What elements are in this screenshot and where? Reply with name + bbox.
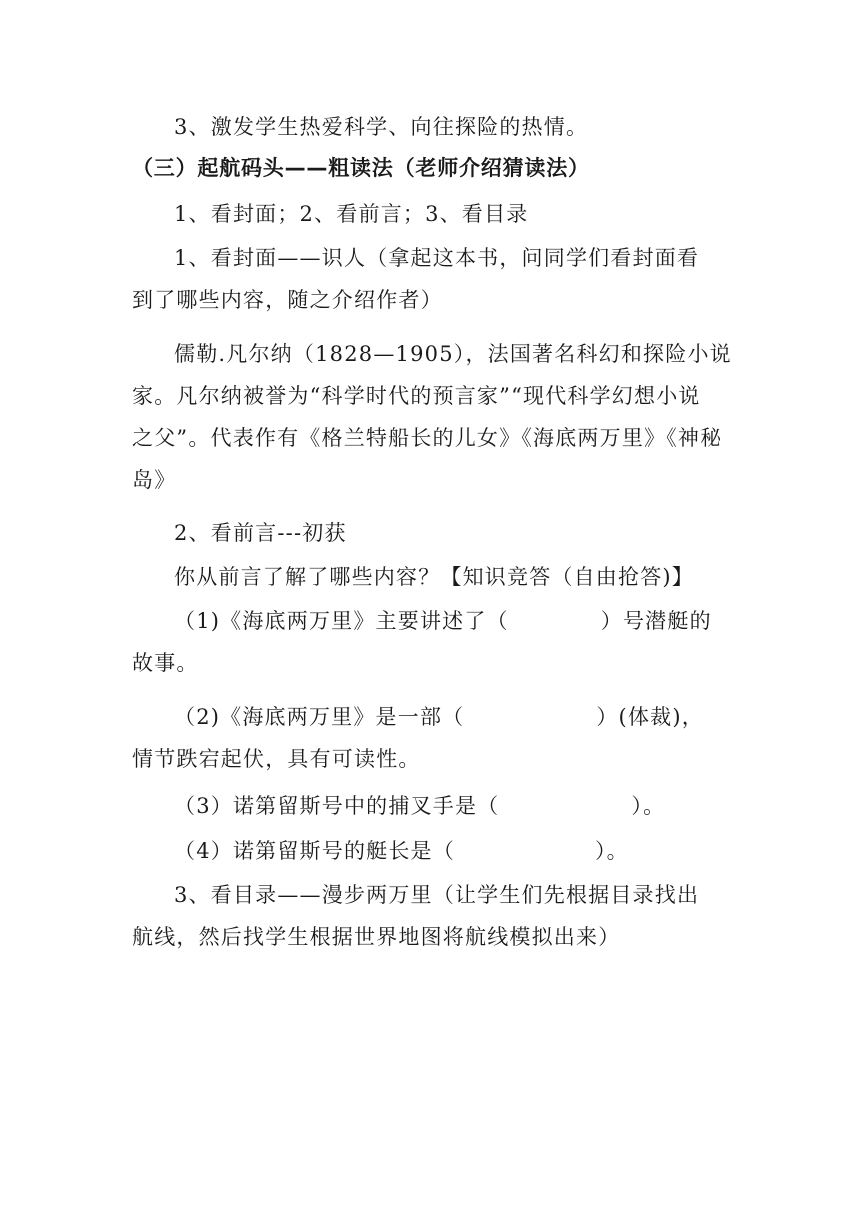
author-line2: 家。凡尔纳被誉为“科学时代的预言家”“现代科学幻想小说 <box>132 384 701 408</box>
question-1-suffix: ）号潜艇的 <box>600 609 712 633</box>
question-2-line2: 情节跌宕起伏，具有可读性。 <box>132 747 421 771</box>
steps-overview: 1、看封面；2、看前言；3、看目录 <box>174 202 529 226</box>
author-line4: 岛》 <box>132 468 177 492</box>
question-3-suffix: ）。 <box>631 794 666 818</box>
question-4-text: （4）诺第留斯号的艇长是（ <box>174 839 455 863</box>
question-1-text: （1)《海底两万里》主要讲述了（ <box>174 609 509 633</box>
author-line3: 之父”。代表作有《格兰特船长的儿女》《海底两万里》《神秘 <box>132 426 723 450</box>
question-3-text: （3）诺第留斯号中的捕叉手是（ <box>174 794 500 818</box>
question-1 <box>174 606 774 636</box>
author-line1: 儒勒.凡尔纳（1828—1905），法国著名科幻和探险小说 <box>174 342 732 366</box>
question-3 <box>174 791 774 821</box>
step2-title: 2、看前言---初获 <box>174 521 347 545</box>
step1-line1: 1、看封面——识人（拿起这本书，问同学们看封面看 <box>174 246 700 270</box>
step1-line2: 到了哪些内容，随之介绍作者） <box>132 288 443 312</box>
question-2 <box>174 702 774 732</box>
step3-line2: 航线，然后找学生根据世界地图将航线模拟出来） <box>132 925 621 949</box>
section-heading: （三）起航码头——粗读法（老师介绍猜读法） <box>132 156 590 180</box>
question-4-suffix: ）。 <box>594 839 629 863</box>
objective-3: 3、激发学生热爱科学、向往探险的热情。 <box>174 115 589 139</box>
step2-question: 你从前言了解了哪些内容？【知识竞答（自由抢答)】 <box>174 565 694 589</box>
question-2-text: （2)《海底两万里》是一部（ <box>174 705 465 729</box>
question-2-suffix: ）(体裁)， <box>596 705 704 729</box>
step3-line1: 3、看目录——漫步两万里（让学生们先根据目录找出 <box>174 883 700 907</box>
question-4 <box>174 836 774 866</box>
question-1-line2: 故事。 <box>132 651 199 675</box>
